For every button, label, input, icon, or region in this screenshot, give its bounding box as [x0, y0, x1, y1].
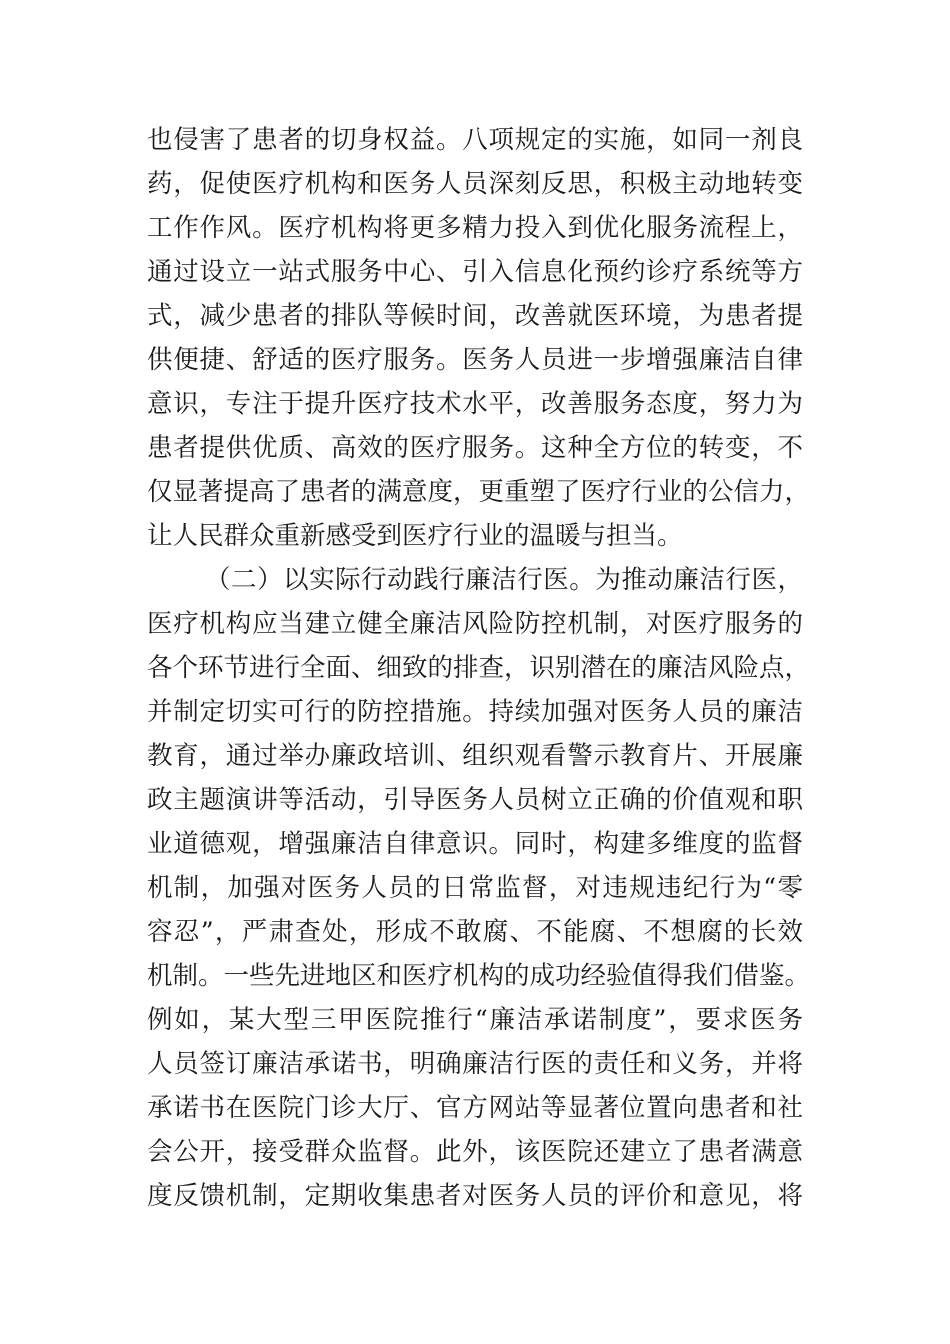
- paragraph-2-line-4: 并制定切实可行的防控措施。持续加强对医务人员的廉洁: [147, 697, 803, 727]
- paragraph-1-line-4: 通过设立一站式服务中心、引入信息化预约诊疗系统等方: [147, 257, 803, 287]
- paragraph-2-line-8: 机制，加强对医务人员的日常监督，对违规违纪行为“零: [147, 873, 803, 903]
- paragraph-1-line-7: 意识，专注于提升医疗技术水平，改善服务态度，努力为: [147, 389, 803, 419]
- paragraph-2-line-1: （二）以实际行动践行廉洁行医。为推动廉洁行医，: [205, 565, 803, 595]
- document-body: [147, 118, 811, 1218]
- paragraph-2-line-5: 教育，通过举办廉政培训、组织观看警示教育片、开展廉: [147, 741, 803, 771]
- paragraph-1-line-1: 也侵害了患者的切身权益。八项规定的实施，如同一剂良: [147, 125, 803, 155]
- paragraph-2-line-9: 容忍”，严肃查处，形成不敢腐、不能腐、不想腐的长效: [147, 917, 803, 947]
- paragraph-1-line-2: 药，促使医疗机构和医务人员深刻反思，积极主动地转变: [147, 169, 803, 199]
- paragraph-2-line-2: 医疗机构应当建立健全廉洁风险防控机制，对医疗服务的: [147, 609, 803, 639]
- paragraph-2-line-14: 会公开，接受群众监督。此外，该医院还建立了患者满意: [147, 1137, 803, 1167]
- paragraph-1-line-5: 式，减少患者的排队等候时间，改善就医环境，为患者提: [147, 301, 803, 331]
- paragraph-1-line-9: 仅显著提高了患者的满意度，更重塑了医疗行业的公信力，: [147, 477, 811, 507]
- paragraph-2-line-12: 人员签订廉洁承诺书，明确廉洁行医的责任和义务，并将: [147, 1049, 803, 1079]
- paragraph-1-line-6: 供便捷、舒适的医疗服务。医务人员进一步增强廉洁自律: [147, 345, 803, 375]
- paragraph-2-line-3: 各个环节进行全面、细致的排查，识别潜在的廉洁风险点，: [147, 653, 811, 683]
- paragraph-2-line-7: 业道德观，增强廉洁自律意识。同时，构建多维度的监督: [147, 829, 803, 859]
- paragraph-2-line-13: 承诺书在医院门诊大厅、官方网站等显著位置向患者和社: [147, 1093, 803, 1123]
- paragraph-1-line-3: 工作作风。医疗机构将更多精力投入到优化服务流程上，: [147, 213, 803, 243]
- paragraph-1-line-8: 患者提供优质、高效的医疗服务。这种全方位的转变，不: [147, 433, 803, 463]
- paragraph-1-line-10: 让人民群众重新感受到医疗行业的温暖与担当。: [147, 521, 683, 551]
- paragraph-2-line-10: 机制。一些先进地区和医疗机构的成功经验值得我们借鉴。: [147, 961, 811, 991]
- paragraph-2-line-6: 政主题演讲等活动，引导医务人员树立正确的价值观和职: [147, 785, 803, 815]
- paragraph-2-line-15: 度反馈机制，定期收集患者对医务人员的评价和意见，将: [147, 1181, 803, 1211]
- paragraph-2-line-11: 例如，某大型三甲医院推行“廉洁承诺制度”，要求医务: [147, 1005, 803, 1035]
